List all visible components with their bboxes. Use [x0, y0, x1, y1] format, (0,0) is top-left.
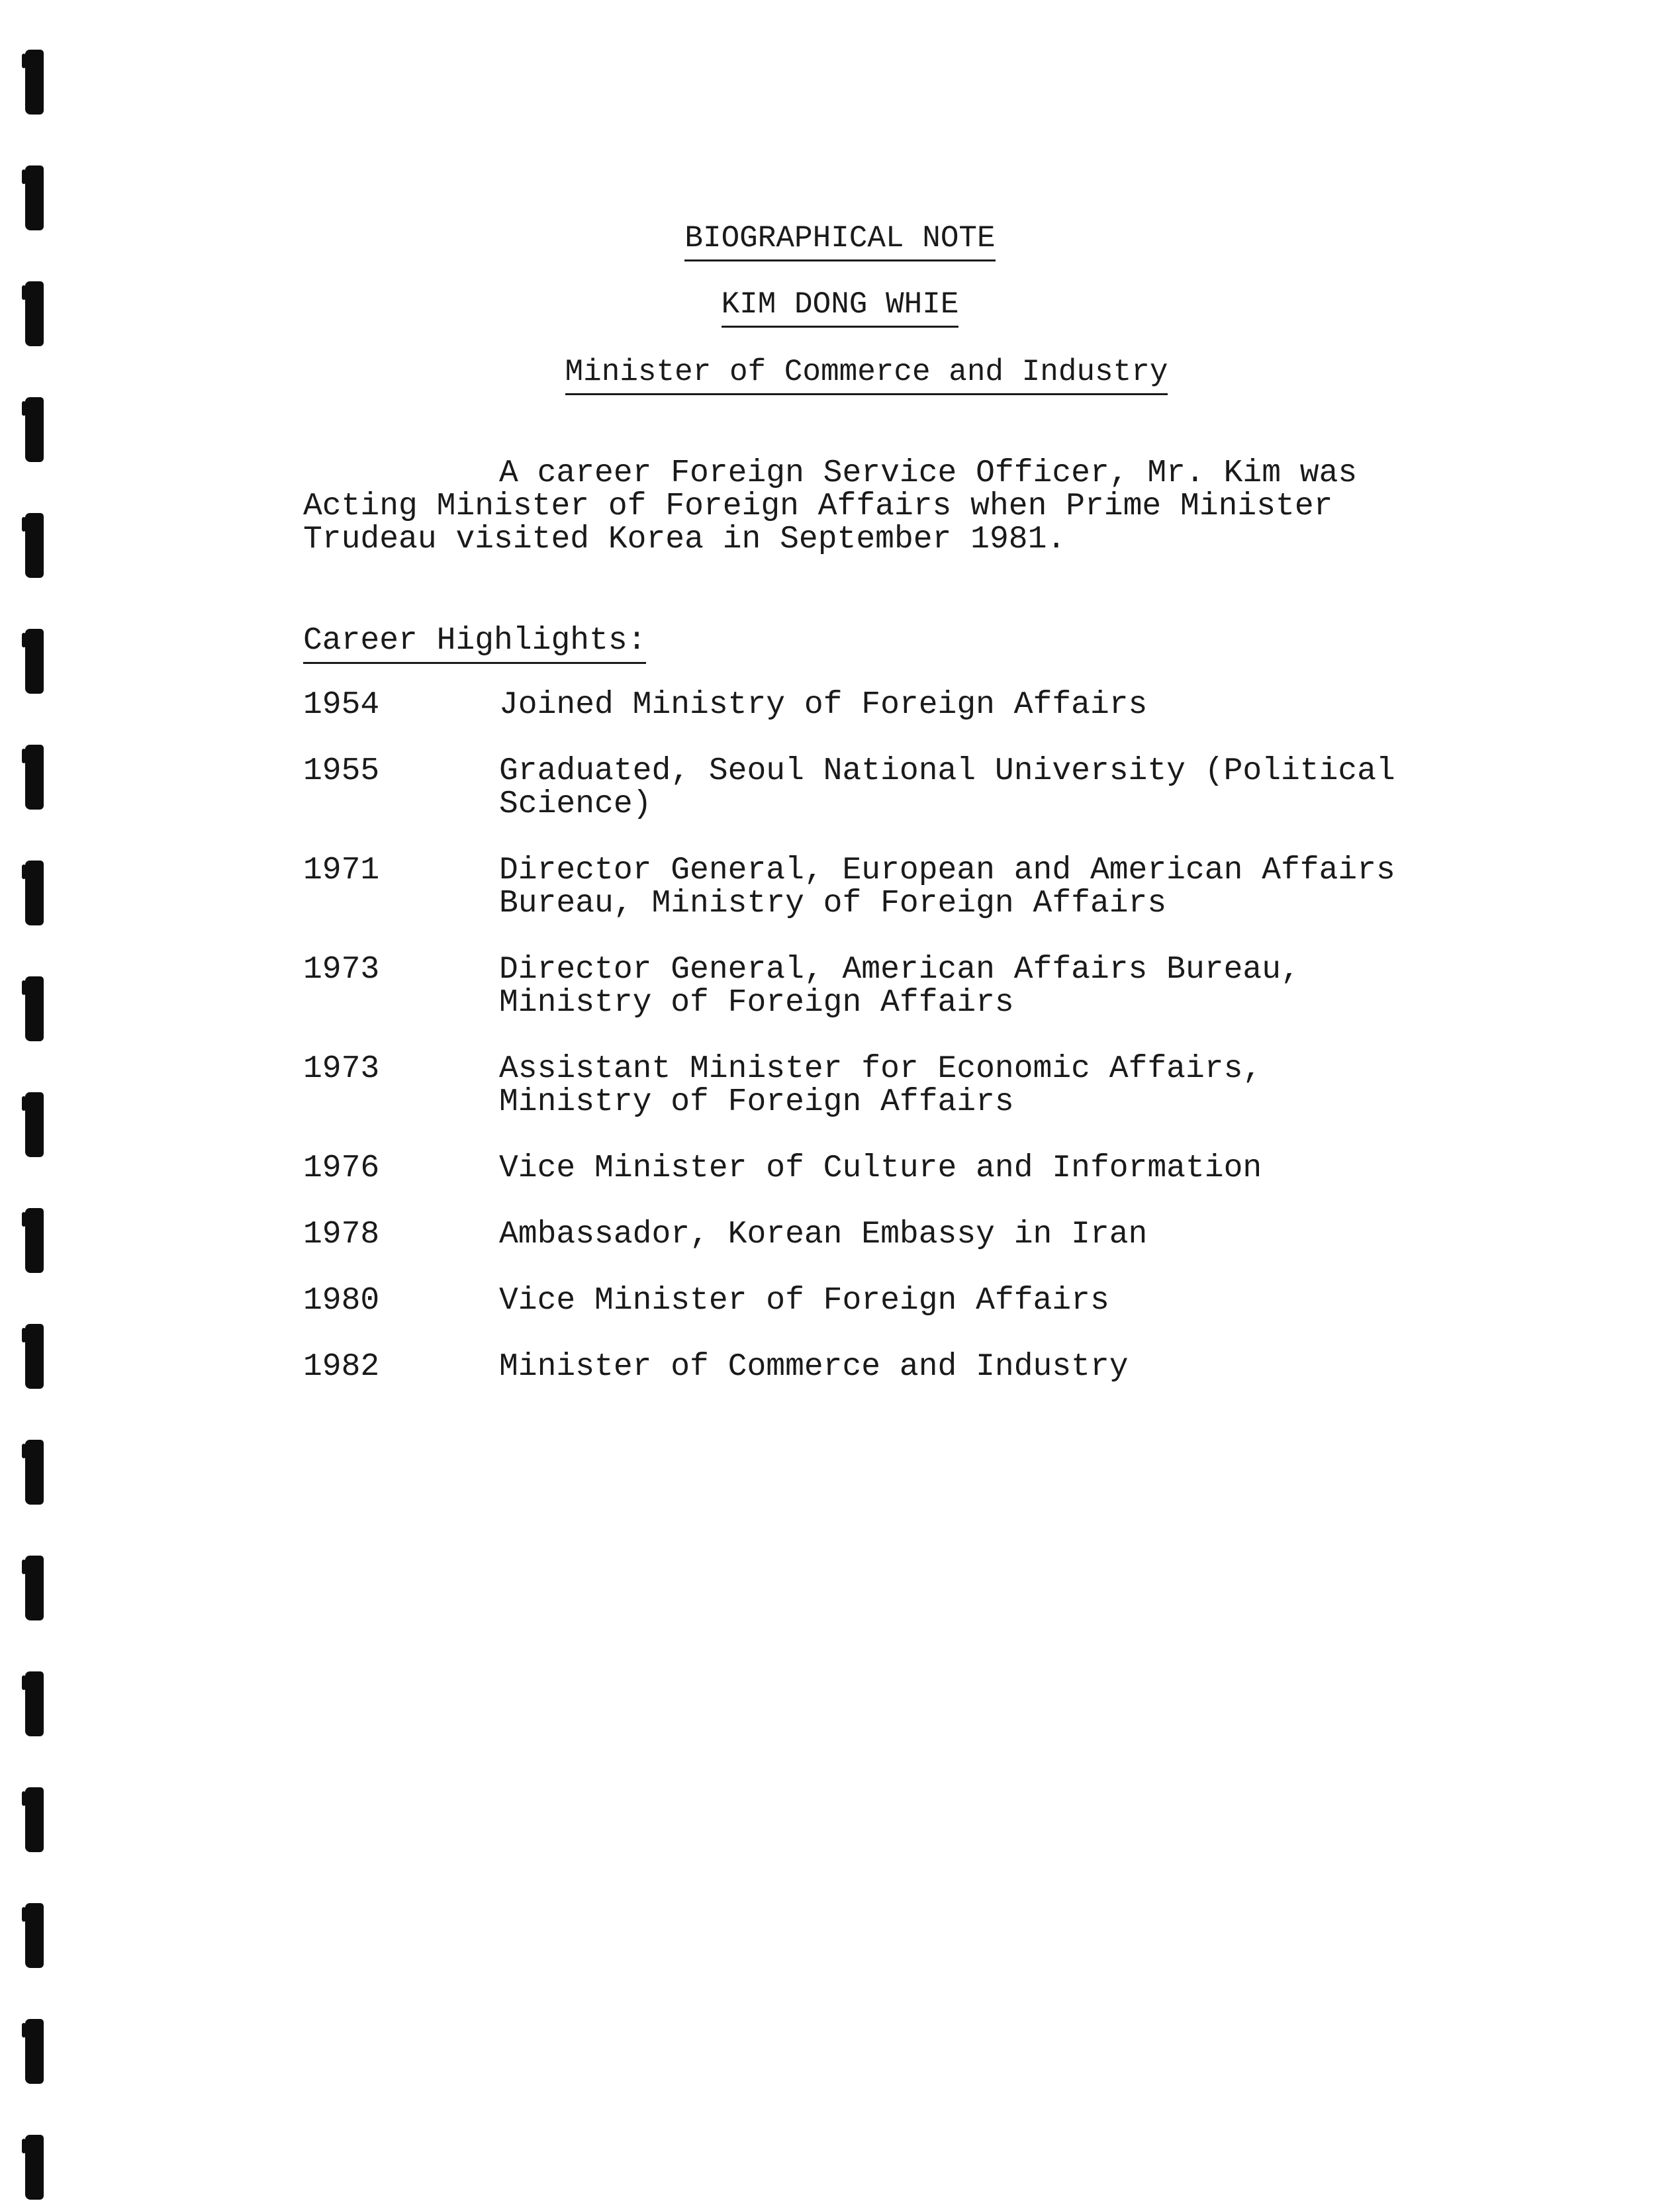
binding-hole [25, 397, 44, 462]
binding-hole [25, 1092, 44, 1157]
heading-block [0, 220, 1680, 261]
binding-hole [25, 2019, 44, 2084]
position-block [0, 353, 1680, 395]
binding-hole [25, 1903, 44, 1968]
binding-hole [25, 1787, 44, 1852]
binding-hole [25, 629, 44, 694]
career-year: 1955 [303, 753, 380, 789]
career-year: 1976 [303, 1150, 380, 1186]
name-block [0, 286, 1680, 328]
career-text: Ambassador, Korean Embassy in Iran [499, 1217, 1148, 1252]
binding-hole [25, 1208, 44, 1273]
person-position: Minister of Commerce and Industry [565, 353, 1168, 395]
binding-hole [25, 2135, 44, 2200]
career-text: Graduated, Seoul National University (Political Science) [499, 753, 1395, 822]
binding-hole [25, 1556, 44, 1620]
binding-hole [25, 745, 44, 810]
binding-hole [25, 1324, 44, 1389]
career-text: Vice Minister of Foreign Affairs [499, 1283, 1109, 1319]
binding-hole [25, 1671, 44, 1736]
binding-hole [25, 513, 44, 578]
career-year: 1980 [303, 1283, 380, 1319]
career-year: 1978 [303, 1217, 380, 1252]
binding-hole [25, 976, 44, 1041]
career-text: Assistant Minister for Economic Affairs, Ministry of Foreign Affairs [499, 1051, 1262, 1120]
binding-hole [25, 1440, 44, 1505]
career-text: Vice Minister of Culture and Information [499, 1150, 1262, 1186]
document-heading: BIOGRAPHICAL NOTE [684, 220, 995, 261]
person-name: KIM DONG WHIE [722, 286, 959, 328]
career-year: 1971 [303, 853, 380, 888]
intro-line: Acting Minister of Foreign Affairs when Prime Minister [303, 489, 1333, 524]
intro-line: Trudeau visited Korea in September 1981. [303, 522, 1066, 557]
career-text: Director General, European and American Affairs Bureau, Ministry of Foreign Affairs [499, 853, 1395, 921]
career-text: Minister of Commerce and Industry [499, 1349, 1129, 1385]
binding-hole [25, 50, 44, 115]
intro-line: A career Foreign Service Officer, Mr. Kim was [499, 455, 1358, 491]
career-year: 1973 [303, 1051, 380, 1087]
career-year: 1982 [303, 1349, 380, 1385]
intro-paragraph [303, 457, 1357, 556]
career-heading: Career Highlights: [303, 622, 646, 664]
binding-hole [25, 861, 44, 925]
career-year: 1954 [303, 687, 380, 723]
career-text: Director General, American Affairs Bureau, Ministry of Foreign Affairs [499, 952, 1300, 1021]
career-text: Joined Ministry of Foreign Affairs [499, 687, 1148, 723]
career-heading-block [303, 622, 646, 664]
career-year: 1973 [303, 952, 380, 988]
